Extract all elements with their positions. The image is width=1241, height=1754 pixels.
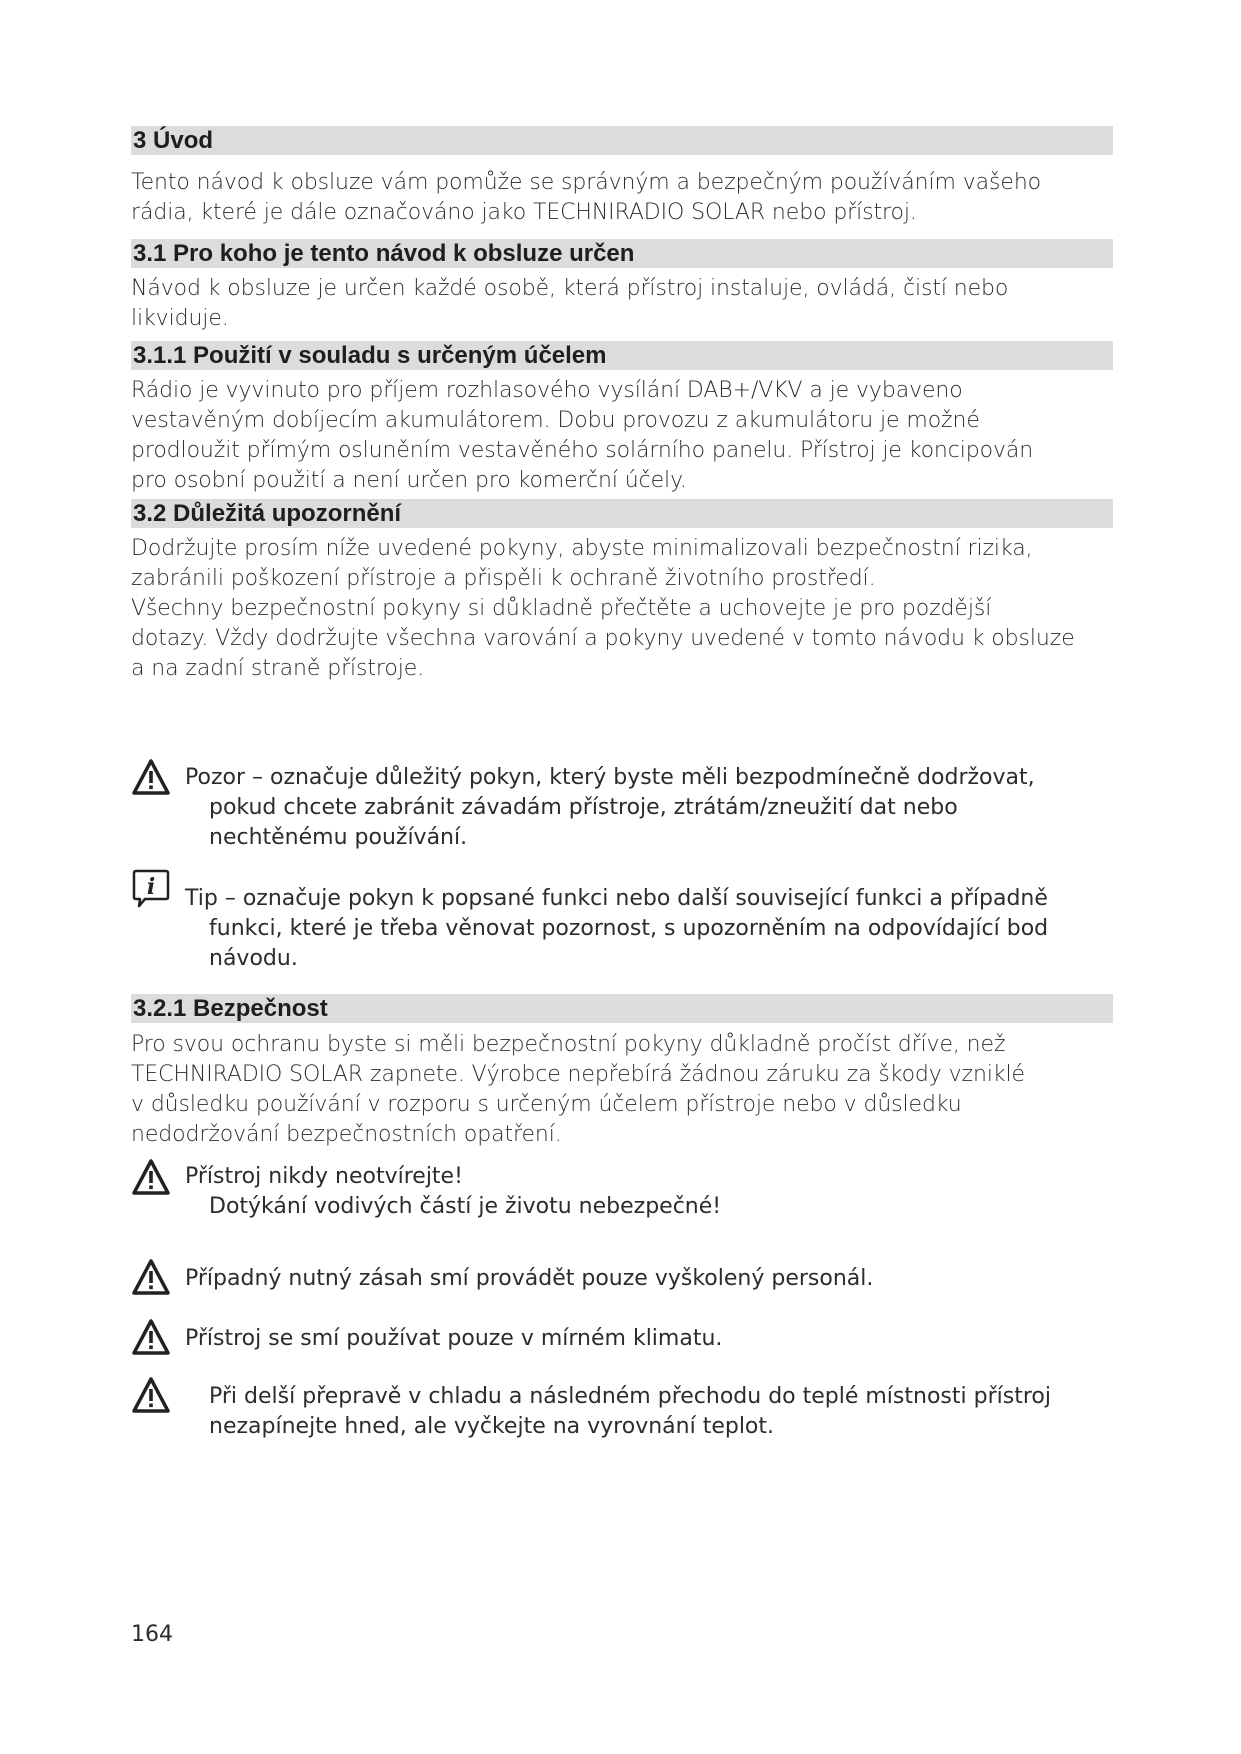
paragraph-notices [131, 534, 1121, 684]
heading-intro: 3 Úvod [131, 126, 1113, 155]
text-line: pokud chcete zabránit závadám přístroje, ztrátám/zneužití dat nebo [209, 795, 958, 820]
text-line: dotazy. Vždy dodržujte všechna varování a pokyny uvedené v tomto návodu k obsluze [131, 626, 1075, 651]
text-line: Dotýkání vodivých částí je životu nebezpečné! [209, 1194, 722, 1219]
text-line: pro osobní použití a není určen pro komerční účely. [131, 468, 687, 493]
caution-text [185, 763, 1035, 853]
text-line: v důsledku používání v rozporu s určeným účelem přístroje nebo v důsledku [131, 1092, 962, 1117]
warning-text [209, 1382, 1051, 1442]
paragraph-intro [131, 168, 1121, 228]
text-line: Případný nutný zásah smí provádět pouze vyškolený personál. [185, 1266, 874, 1291]
warning-text [185, 1324, 722, 1354]
tip-text [185, 884, 1048, 974]
text-line: a na zadní straně přístroje. [131, 656, 425, 681]
warning-text [185, 1162, 721, 1222]
svg-text:i: i [146, 874, 156, 900]
text-line: Dodržujte prosím níže uvedené pokyny, abyste minimalizovali bezpečnostní rizika, [131, 536, 1033, 561]
text-line: nezapínejte hned, ale vyčkejte na vyrovnání teplot. [209, 1414, 775, 1439]
text-line: vestavěným dobíjecím akumulátorem. Dobu provozu z akumulátoru je možné [131, 408, 980, 433]
text-line: Tip – označuje pokyn k popsané funkci nebo další související funkci a případně [185, 886, 1048, 911]
warning-triangle-icon [131, 1158, 171, 1196]
text-line: Rádio je vyvinuto pro příjem rozhlasového vysílání DAB+/VKV a je vybaveno [131, 378, 963, 403]
text-line: Přístroj se smí používat pouze v mírném klimatu. [185, 1326, 723, 1351]
heading-notices: 3.2 Důležitá upozornění [131, 499, 1113, 528]
warning-triangle-icon [131, 758, 171, 796]
warning-triangle-icon [131, 1318, 171, 1356]
info-icon [131, 868, 171, 910]
paragraph-audience [131, 274, 1121, 334]
text-line: nedodržování bezpečnostních opatření. [131, 1122, 562, 1147]
text-line: Přístroj nikdy neotvírejte! [185, 1164, 463, 1189]
heading-audience: 3.1 Pro koho je tento návod k obsluze určen [131, 239, 1113, 268]
warning-triangle-icon [131, 1376, 171, 1414]
page-number: 164 [131, 1622, 173, 1647]
text-line: funkci, které je třeba věnovat pozornost, s upozorněním na odpovídající bod [209, 916, 1049, 941]
text-line: Všechny bezpečnostní pokyny si důkladně přečtěte a uchovejte je pro pozdější [131, 596, 992, 621]
text-line: Tento návod k obsluze vám pomůže se správným a bezpečným používáním vašeho [131, 170, 1042, 195]
text-line: Pro svou ochranu byste si měli bezpečnostní pokyny důkladně pročíst dříve, než [131, 1032, 1006, 1057]
warning-triangle-icon [131, 1258, 171, 1296]
text-line: zabránili poškození přístroje a přispěli k ochraně životního prostředí. [131, 566, 876, 591]
text-line: TECHNIRADIO SOLAR zapnete. Výrobce nepřebírá žádnou záruku za škody vzniklé [131, 1062, 1025, 1087]
text-line: Pozor – označuje důležitý pokyn, který byste měli bezpodmínečně dodržovat, [185, 765, 1035, 790]
heading-safety: 3.2.1 Bezpečnost [131, 994, 1113, 1023]
text-line: návodu. [209, 946, 298, 971]
text-line: likviduje. [131, 306, 229, 331]
text-line: nechtěnému používání. [209, 825, 468, 850]
paragraph-safety [131, 1030, 1121, 1150]
text-line: Při delší přepravě v chladu a následném přechodu do teplé místnosti přístroj [209, 1384, 1051, 1409]
text-line: Návod k obsluze je určen každé osobě, která přístroj instaluje, ovládá, čistí nebo [131, 276, 1009, 301]
text-line: rádia, které je dále označováno jako TECHNIRADIO SOLAR nebo přístroj. [131, 200, 917, 225]
paragraph-intended-use [131, 376, 1121, 496]
warning-text [185, 1264, 873, 1294]
text-line: prodloužit přímým osluněním vestavěného solárního panelu. Přístroj je koncipován [131, 438, 1034, 463]
heading-intended-use: 3.1.1 Použití v souladu s určeným účelem [131, 341, 1113, 370]
